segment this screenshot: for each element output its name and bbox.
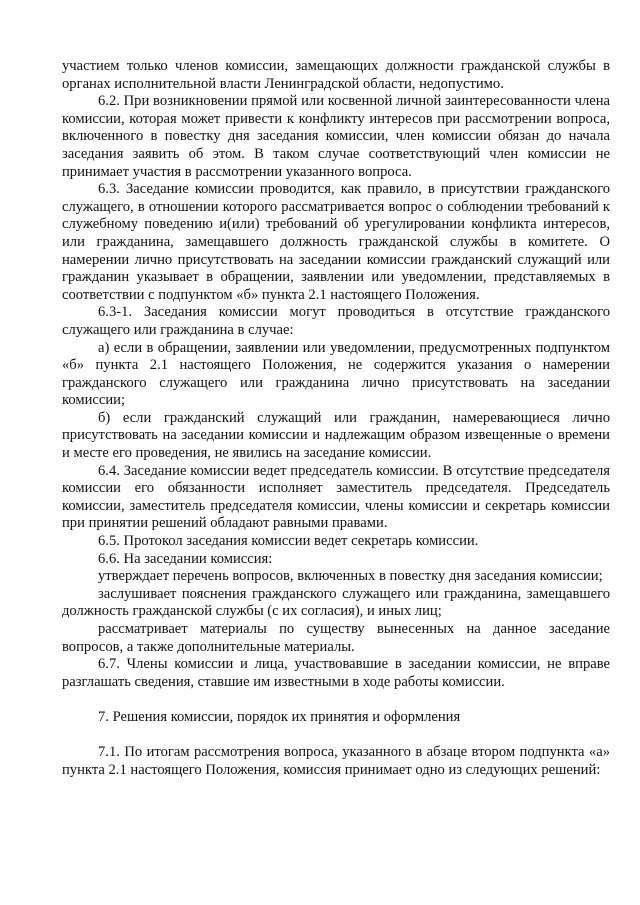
paragraph-6-3-1-a: а) если в обращении, заявлении или уведомлении, предусмотренных подпунктом «б» пункта 2.1 настоящего Положения, не содержится указания о намерении гражданского служащего или гражданина лично присутствовать на заседании комиссии; [62, 339, 610, 409]
paragraph-6-6: 6.6. На заседании комиссия: [98, 550, 273, 567]
paragraph-6-6-item-3: рассматривает материалы по существу вынесенных на данное заседание вопросов, а также дополнительные материалы. [62, 621, 610, 655]
paragraph-6-5: 6.5. Протокол заседания комиссии ведет секретарь комиссии. [98, 533, 479, 550]
section-heading: 7. Решения комиссии, порядок их принятия и оформления [98, 708, 461, 725]
paragraph-6-4: 6.4. Заседание комиссии ведет председатель комиссии. В отсутствие председателя комиссии его обязанности исполняет заместитель председателя. Председатель комиссии, заместитель председателя комиссии, члены комиссии и секретарь комиссии при принятии решений обладают равными правами. [62, 462, 610, 532]
paragraph-6-7: 6.7. Члены комиссии и лица, участвовавшие в заседании комиссии, не вправе разглашать сведения, ставшие им известными в ходе работы комиссии. [62, 656, 610, 690]
paragraph-6-3: 6.3. Заседание комиссии проводится, как правило, в присутствии гражданского служащего, в отношении которого рассматривается вопрос о соблюдении требований к служебному поведению и(или) требований об урегулировании конфликта интересов, или гражданина, замещавшего должность гражданской службы в комитете. О намерении лично присутствовать на заседании комиссии гражданский служащий или гражданин указывает в обращении, заявлении или уведомлении, представляемых в соответствии с подпунктом «б» пункта 2.1 настоящего Положения. [62, 181, 610, 303]
spacer [62, 691, 610, 709]
paragraph-6-3-1: 6.3-1. Заседания комиссии могут проводиться в отсутствие гражданского служащего или гражданина в случае: [62, 304, 610, 338]
paragraph-continuation: участием только членов комиссии, замещающих должности гражданской службы в органах исполнительной власти Ленинградской области, недопустимо. [62, 58, 610, 92]
document-page [62, 58, 610, 779]
paragraph-6-6-item-1: утверждает перечень вопросов, включенных в повестку дня заседания комиссии; [98, 568, 603, 585]
paragraph-6-3-1-b: б) если гражданский служащий или гражданин, намеревающиеся лично присутствовать на заседании комиссии и надлежащим образом извещенные о времени и месте его проведения, не явились на заседание комиссии. [62, 409, 610, 462]
paragraph-6-6-item-2: заслушивает пояснения гражданского служащего или гражданина, замещавшего должность гражданской службы (с их согласия), и иных лиц; [62, 585, 610, 620]
paragraph-6-2: 6.2. При возникновении прямой или косвенной личной заинтересованности члена комиссии, которая может привести к конфликту интересов при рассмотрении вопроса, включенного в повестку дня заседания комиссии, член комиссии обязан до начала заседания заявить об этом. В таком случае соответствующий член комиссии не принимает участия в рассмотрении указанного вопроса. [62, 93, 610, 180]
paragraph-7-1: 7.1. По итогам рассмотрения вопроса, указанного в абзаце втором подпункта «а» пункта 2.1 настоящего Положения, комиссия принимает одно из следующих решений: [62, 744, 610, 778]
spacer [62, 727, 610, 745]
